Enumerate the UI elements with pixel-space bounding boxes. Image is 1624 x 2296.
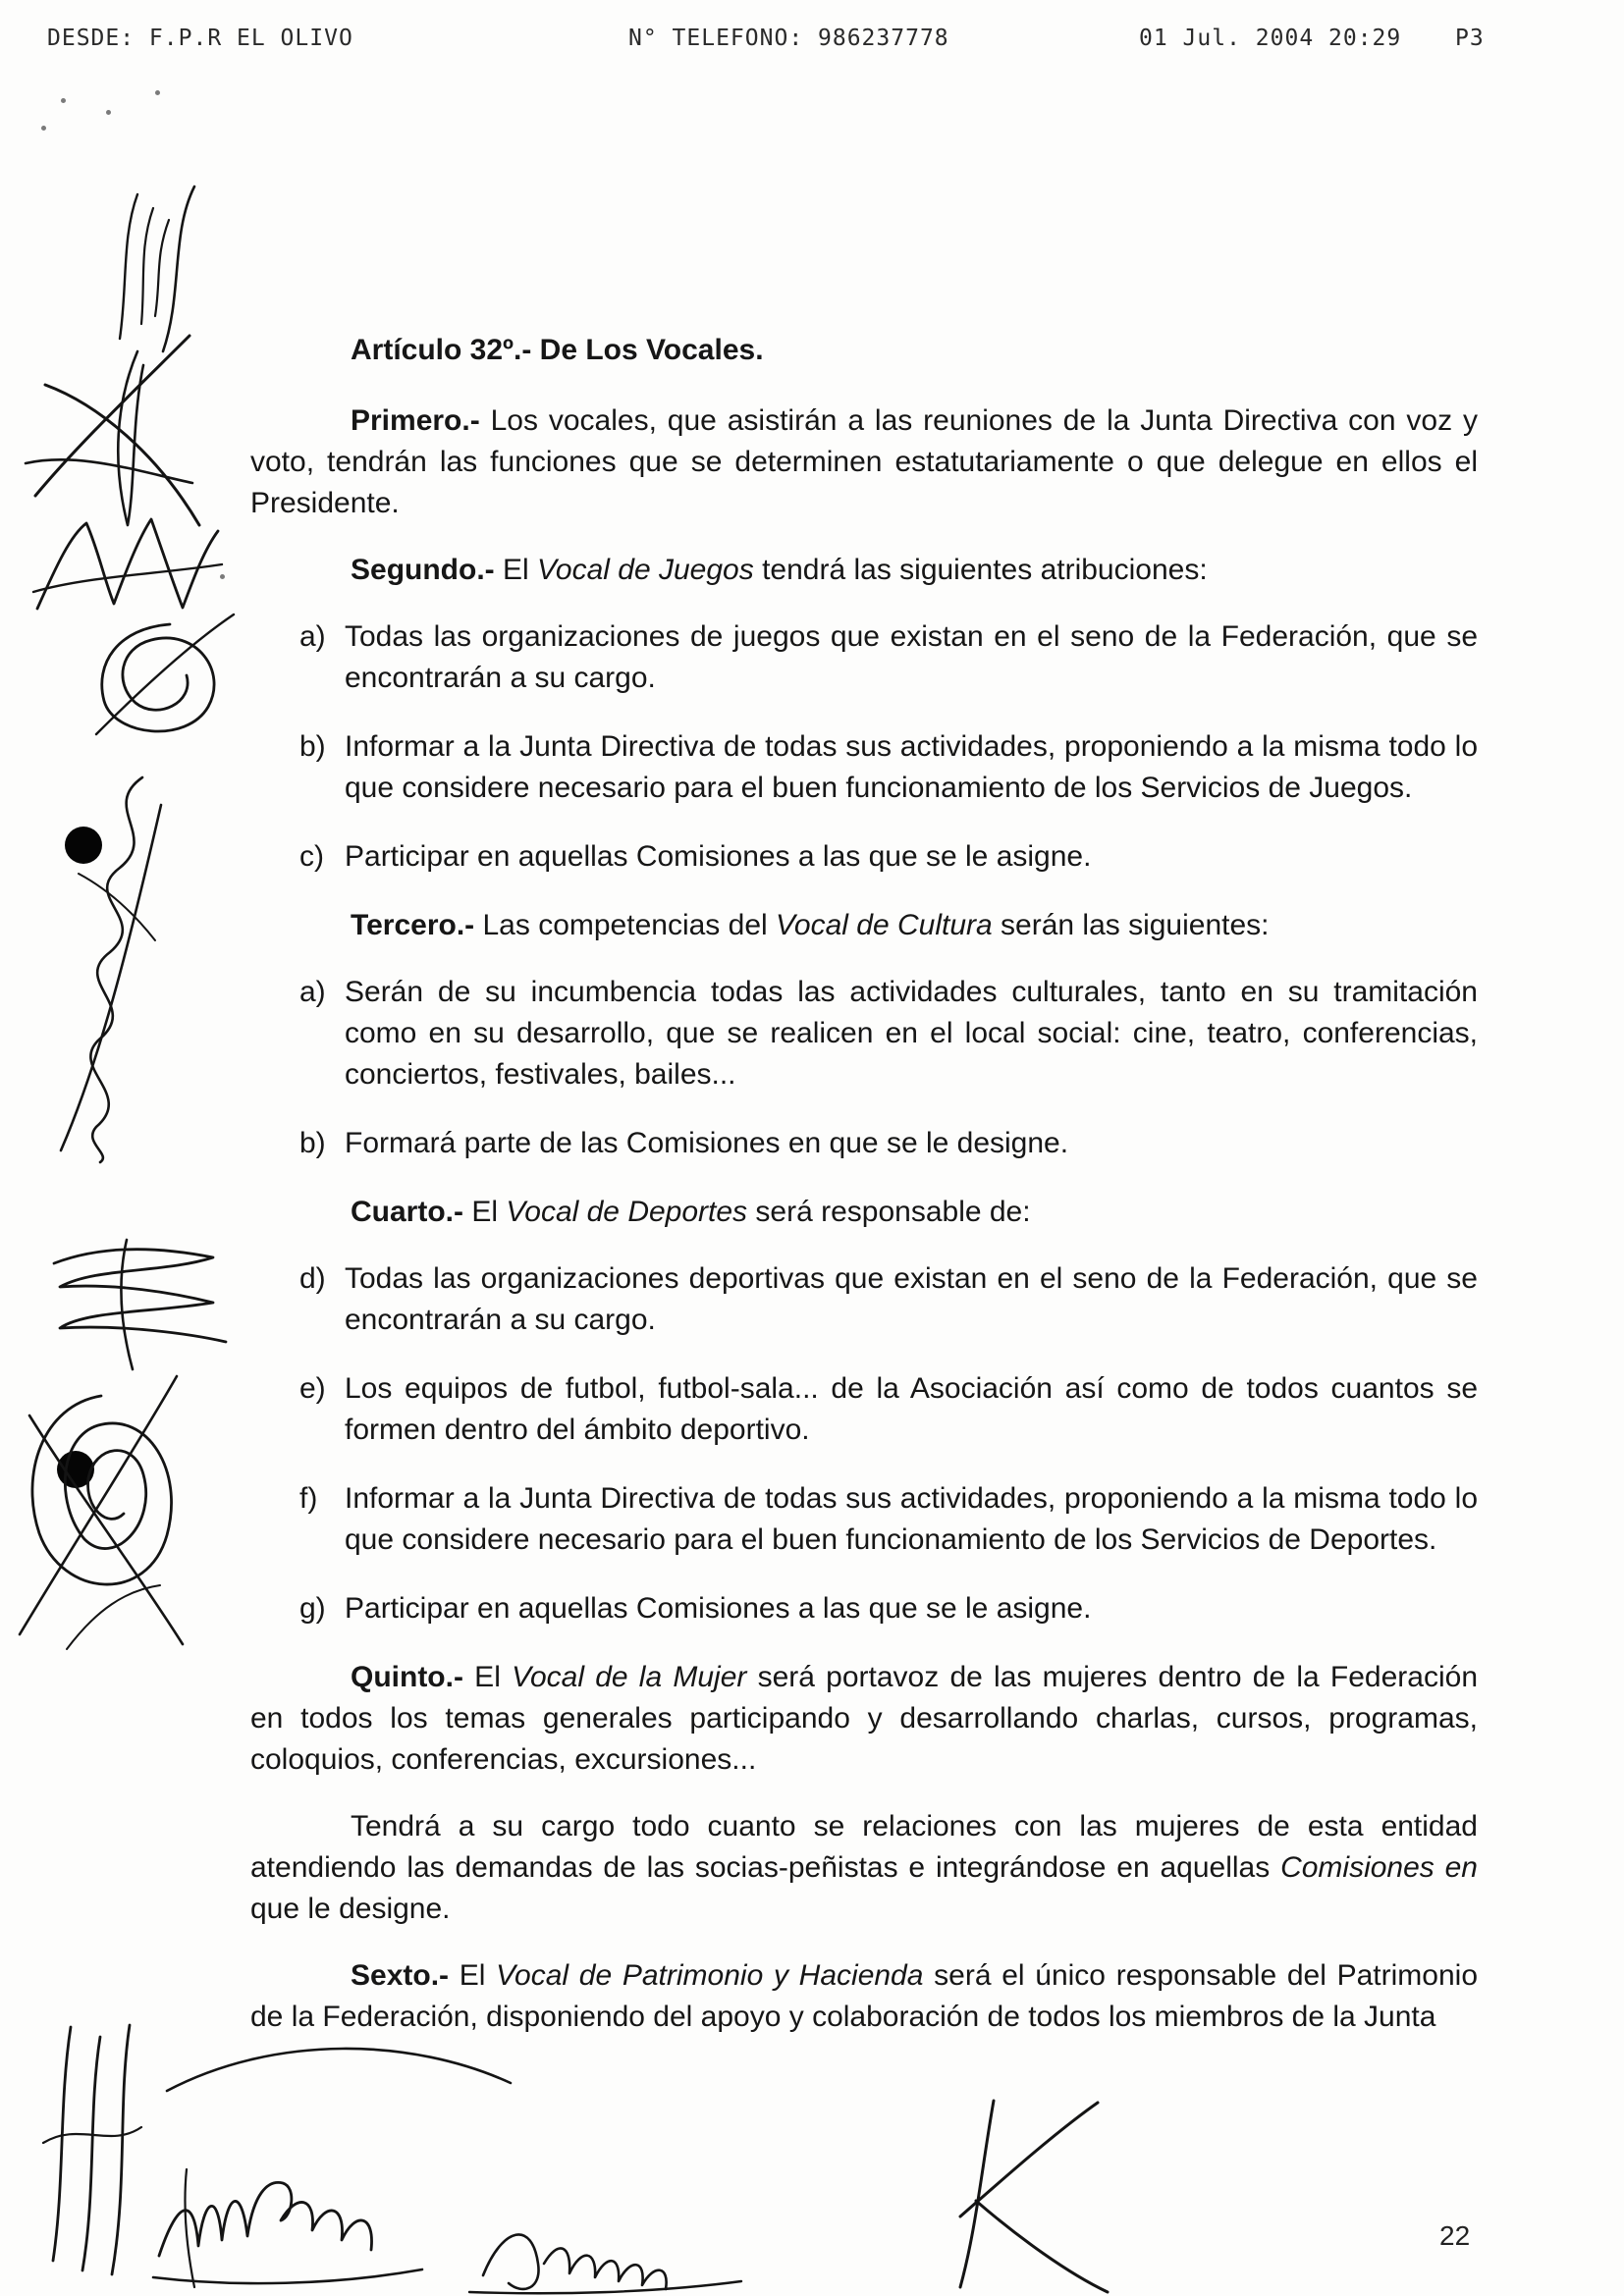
item-text: Serán de su incumbencia todas las actividades culturales, tanto en su tramitación como en su desarrollo, que se realicen en el local social: cine, teatro, conferencias, conciertos, festivales, bailes...: [345, 976, 1478, 1091]
paragraph-text: Tendrá a su cargo todo cuanto se relaciones con las mujeres de esta entidad atendiendo las demandas de las socias-peñistas e integrándose en aquellas: [250, 1810, 1478, 1884]
item-text: Todas las organizaciones de juegos que existan en el seno de la Federación, que se encontrarán a su cargo.: [345, 620, 1478, 694]
scan-speck: [106, 110, 111, 115]
scan-speck: [61, 98, 66, 103]
list-item-deportes-d: [250, 1258, 1478, 1341]
list-item-deportes-g: [250, 1588, 1478, 1629]
list-item-cultura-b: [250, 1123, 1478, 1164]
margin-large-scribble-signature-icon: [8, 1355, 204, 1669]
list-item-deportes-f: [250, 1478, 1478, 1561]
paragraph-text: tendrá las siguientes atribuciones:: [753, 554, 1208, 586]
fax-header: [0, 26, 1624, 59]
item-letter: g): [299, 1592, 326, 1625]
paragraph-text: Las competencias del: [474, 909, 776, 941]
emphasized-text: Comisiones en: [1280, 1851, 1478, 1884]
paragraph-segundo: [250, 550, 1478, 591]
item-letter: b): [299, 1127, 326, 1159]
scan-speck: [155, 90, 160, 95]
page-number: 22: [1439, 2220, 1471, 2251]
role-name: Vocal de Deportes: [506, 1196, 748, 1228]
paragraph-cuarto: [250, 1192, 1478, 1233]
list-item-deportes-e: [250, 1368, 1478, 1451]
fax-sender: DESDE: F.P.R EL OLIVO: [47, 26, 353, 51]
item-letter: a): [299, 976, 326, 1008]
paragraph-tendra: [250, 1806, 1478, 1930]
fax-page-code: P3: [1455, 26, 1485, 51]
item-text: Todas las organizaciones deportivas que existan en el seno de la Federación, que se encontrarán a su cargo.: [345, 1262, 1478, 1336]
item-text: Informar a la Junta Directiva de todas sus actividades, proponiendo a la misma todo lo que considere necesario para el buen funcionamiento de los Servicios de Juegos.: [345, 730, 1478, 804]
item-letter: a): [299, 620, 326, 653]
fax-datetime: 01 Jul. 2004 20:29: [1139, 26, 1402, 51]
item-text: Informar a la Junta Directiva de todas sus actividades, proponiendo a la misma todo lo que considere necesario para el buen funcionamiento de los Servicios de Deportes.: [345, 1482, 1478, 1556]
list-item-cultura-a: [250, 972, 1478, 1095]
role-name: Vocal de Juegos: [537, 554, 754, 586]
paragraph-lead: Primero.-: [351, 404, 480, 437]
bottom-signature-2-icon: [461, 2199, 756, 2296]
list-item-juegos-b: [250, 726, 1478, 809]
bottom-arc-stroke-icon: [157, 2022, 530, 2110]
item-text: Participar en aquellas Comisiones a las que se le asigne.: [345, 840, 1092, 873]
margin-long-signature-icon: [39, 766, 196, 1178]
item-letter: c): [299, 840, 324, 873]
paragraph-text: será el único responsable del Patrimonio de la Federación, disponiendo del apoyo y colaboración de todos los miembros de la Junta: [250, 1959, 1478, 2033]
item-letter: b): [299, 730, 326, 763]
bottom-signature-3-icon: [923, 2091, 1129, 2296]
bottom-signature-1-icon: [147, 2140, 442, 2296]
paragraph-text: Los vocales, que asistirán a las reuniones de la Junta Directiva con voz y voto, tendrán las funciones que se determinen estatutariamente o que delegue en ellos el Presidente.: [250, 404, 1478, 519]
list-item-juegos-c: [250, 836, 1478, 878]
paragraph-text: El: [463, 1196, 507, 1228]
role-name: Vocal de la Mujer: [512, 1661, 747, 1693]
fax-phone-number: N° TELEFONO: 986237778: [628, 26, 949, 51]
item-letter: e): [299, 1372, 326, 1405]
item-text: Los equipos de futbol, futbol-sala... de la Asociación así como de todos cuantos se formen dentro del ámbito deportivo.: [345, 1372, 1478, 1446]
item-letter: d): [299, 1262, 326, 1295]
item-letter: f): [299, 1482, 318, 1515]
paragraph-text: El: [449, 1959, 497, 1992]
paragraph-lead: Tercero.-: [351, 909, 475, 941]
scan-speck: [41, 126, 46, 131]
paragraph-text: que le designe.: [250, 1893, 451, 1925]
paragraph-text: será portavoz de las mujeres dentro de la Federación en todos los temas generales participando y desarrollando charlas, cursos, programas, coloquios, conferencias, excursiones...: [250, 1661, 1479, 1776]
role-name: Vocal de Patrimonio y Hacienda: [496, 1959, 924, 1992]
paragraph-tercero: [250, 905, 1478, 946]
paragraph-lead: Sexto.-: [351, 1959, 450, 1992]
paragraph-lead: Segundo.-: [351, 554, 495, 586]
paragraph-quinto: [250, 1657, 1478, 1781]
paragraph-text: será responsable de:: [747, 1196, 1031, 1228]
paragraph-primero: [250, 400, 1478, 524]
paragraph-text: El: [462, 1661, 513, 1693]
item-text: Formará parte de las Comisiones en que se le designe.: [345, 1127, 1069, 1159]
role-name: Vocal de Cultura: [776, 909, 993, 941]
document-body: [250, 330, 1478, 2063]
paragraph-lead: Cuarto.-: [351, 1196, 463, 1228]
item-text: Participar en aquellas Comisiones a las que se le asigne.: [345, 1592, 1092, 1625]
paragraph-lead: Quinto.-: [351, 1661, 463, 1693]
paragraph-text: serán las siguientes:: [992, 909, 1270, 941]
paragraph-text: El: [494, 554, 538, 586]
margin-oval-scribble-signature-icon: [77, 607, 244, 754]
list-item-juegos-a: [250, 616, 1478, 699]
bottom-left-strokes-signature-icon: [37, 2017, 165, 2294]
article-title: Artículo 32º.- De Los Vocales.: [351, 334, 764, 366]
